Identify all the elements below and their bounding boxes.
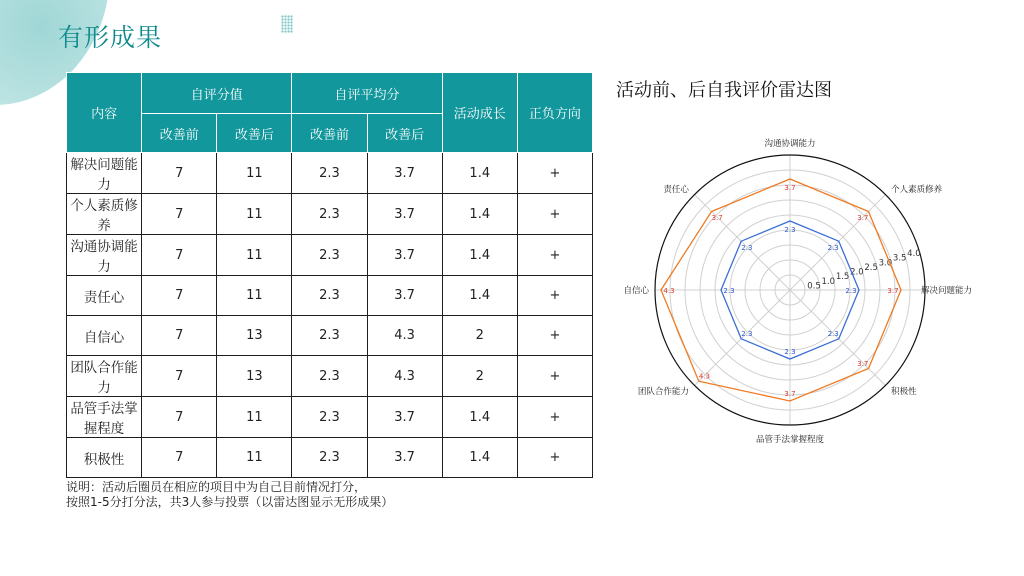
header-direction: 正负方向 [517,73,592,153]
cell-avg-before: 2.3 [292,356,367,397]
cell-avg-after: 3.7 [367,194,442,235]
cell-item: 积极性 [67,438,142,478]
cell-avg-after: 4.3 [367,356,442,397]
radar-data-label: 3.7 [887,287,899,295]
cell-score-after: 13 [217,356,292,397]
cell-growth: 1.4 [442,397,517,438]
radar-data-label: 4.3 [663,287,675,295]
cell-direction: + [517,316,592,356]
radar-data-label: 4.3 [698,372,711,381]
cell-avg-after: 3.7 [367,276,442,316]
radar-data-label: 2.3 [827,330,839,339]
cell-avg-before: 2.3 [292,316,367,356]
cell-avg-before: 2.3 [292,397,367,438]
radar-category-label: 积极性 [891,387,917,398]
radar-tick-label: 1.5 [835,272,850,283]
page-title: 有形成果 [58,23,163,52]
cell-item: 责任心 [67,276,142,316]
radar-data-label: 2.3 [741,243,753,252]
cell-avg-after: 3.7 [367,438,442,478]
cell-score-after: 11 [217,194,292,235]
cell-score-before: 7 [142,397,217,438]
table-row [67,194,593,235]
header-self-avg: 自评平均分 [292,73,442,114]
radar-data-label: 3.7 [857,214,869,223]
header-growth: 活动成长 [442,73,517,153]
cell-direction: + [517,235,592,276]
cell-growth: 2 [442,316,517,356]
radar-data-label: 2.3 [845,287,857,295]
radar-data-label: 2.3 [784,348,796,356]
cell-score-after: 11 [217,153,292,194]
table-row [67,397,593,438]
dot-pattern-decoration [281,15,293,33]
note [66,480,393,510]
radar-tick-label: 4.0 [907,249,921,260]
radar-category-label: 自信心 [623,286,649,296]
cell-item: 个人素质修养 [67,194,142,235]
radar-tick-label: 3.5 [892,253,907,264]
radar-tick-label: 2.0 [850,267,864,278]
table-row [67,438,593,478]
table-row [67,153,593,194]
table-row [67,235,593,276]
radar-tick-label: 1.0 [821,276,836,287]
cell-score-before: 7 [142,235,217,276]
radar-data-label: 3.7 [784,184,796,192]
cell-item: 品管手法掌握程度 [67,397,142,438]
cell-score-after: 11 [217,397,292,438]
radar-category-label: 解决问题能力 [921,286,973,296]
cell-avg-after: 3.7 [367,235,442,276]
cell-avg-before: 2.3 [292,438,367,478]
cell-direction: + [517,356,592,397]
header-self-score: 自评分值 [142,73,292,114]
cell-avg-before: 2.3 [292,276,367,316]
cell-avg-after: 4.3 [367,316,442,356]
radar-data-label: 3.7 [784,390,796,398]
cell-item: 沟通协调能力 [67,235,142,276]
score-table [66,72,593,478]
header-avg-before: 改善前 [292,114,367,153]
radar-tick-label: 0.5 [807,281,821,292]
cell-avg-after: 3.7 [367,153,442,194]
header-avg-after: 改善后 [367,114,442,153]
cell-score-before: 7 [142,276,217,316]
radar-data-label: 2.3 [784,226,796,234]
note-line-1: 说明：活动后圈员在相应的项目中为自己目前情况打分， [66,480,367,494]
table-header-row [67,73,593,114]
cell-direction: + [517,153,592,194]
radar-data-label: 3.7 [711,214,723,223]
cell-growth: 1.4 [442,235,517,276]
table-body [67,153,593,478]
cell-score-before: 7 [142,356,217,397]
header-score-after: 改善后 [217,114,292,153]
radar-tick-label: 3.0 [878,258,893,269]
cell-direction: + [517,397,592,438]
cell-growth: 1.4 [442,153,517,194]
radar-category-label: 个人素质修养 [891,184,943,195]
cell-score-after: 11 [217,235,292,276]
table-row [67,316,593,356]
cell-avg-after: 3.7 [367,397,442,438]
radar-category-label: 品管手法掌握程度 [755,435,825,445]
cell-score-before: 7 [142,438,217,478]
table-row [67,276,593,316]
radar-tick-label: 2.5 [864,262,878,273]
cell-avg-before: 2.3 [292,194,367,235]
cell-growth: 1.4 [442,276,517,316]
radar-data-label: 2.3 [741,330,753,339]
cell-item: 解决问题能力 [67,153,142,194]
cell-avg-before: 2.3 [292,153,367,194]
cell-score-after: 13 [217,316,292,356]
cell-avg-before: 2.3 [292,235,367,276]
radar-data-label: 3.7 [857,359,869,368]
cell-growth: 1.4 [442,194,517,235]
cell-score-after: 11 [217,276,292,316]
radar-category-label: 沟通协调能力 [764,139,816,149]
note-line-2: 按照1-5分打分法，共3人参与投票（以雷达图显示无形成果） [66,495,394,509]
cell-direction: + [517,276,592,316]
cell-score-before: 7 [142,194,217,235]
table-row [67,356,593,397]
cell-growth: 2 [442,356,517,397]
cell-growth: 1.4 [442,438,517,478]
cell-direction: + [517,194,592,235]
cell-item: 团队合作能力 [67,356,142,397]
cell-score-before: 7 [142,316,217,356]
radar-chart [600,120,980,460]
radar-data-label: 2.3 [827,243,839,252]
radar-spoke [695,195,790,290]
header-score-before: 改善前 [142,114,217,153]
radar-category-label: 责任心 [663,184,689,195]
header-content: 内容 [67,73,142,153]
cell-score-before: 7 [142,153,217,194]
radar-category-label: 团队合作能力 [637,387,689,398]
radar-data-label: 2.3 [723,287,735,295]
chart-title: 活动前、后自我评价雷达图 [616,80,832,101]
cell-score-after: 11 [217,438,292,478]
cell-item: 自信心 [67,316,142,356]
cell-direction: + [517,438,592,478]
